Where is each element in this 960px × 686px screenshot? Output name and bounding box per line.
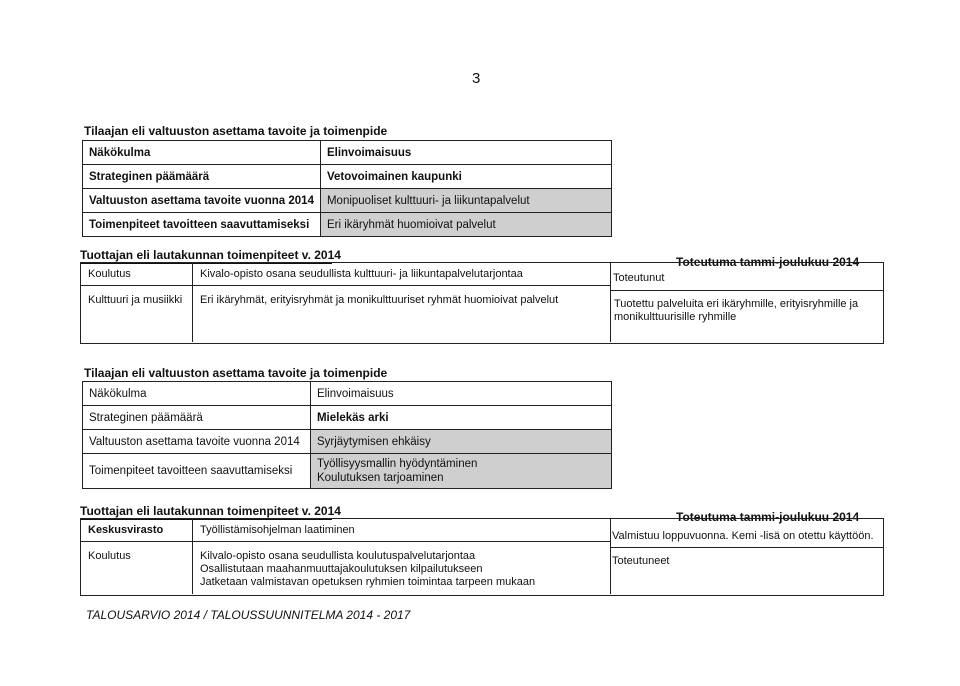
measure-name: Koulutus: [88, 268, 131, 280]
goal-label: Valtuuston asettama tavoite vuonna 2014: [83, 189, 321, 213]
section2-result-title: Toteutuma tammi-joulukuu 2014: [676, 510, 860, 524]
table-row: [83, 382, 612, 406]
table-row: [83, 454, 612, 489]
goal-value: Elinvoimaisuus: [320, 141, 611, 165]
page-footer: TALOUSARVIO 2014 / TALOUSSUUNNITELMA 2014 - 2017: [86, 608, 411, 622]
table-row: [83, 165, 612, 189]
section1-goal-table: [82, 140, 612, 237]
page-number: 3: [472, 70, 481, 87]
goal-label: Strateginen päämäärä: [83, 165, 321, 189]
section2-goal-table: [82, 381, 612, 489]
measure-name: Kulttuuri ja musiikki: [88, 294, 183, 306]
goal-value: Mielekäs arki: [310, 406, 611, 430]
goal-value: Eri ikäryhmät huomioivat palvelut: [320, 213, 611, 237]
measure-action: Eri ikäryhmät, erityisryhmät ja monikulttuuriset ryhmät huomioivat palvelut: [200, 294, 559, 306]
measure-action-line: Osallistutaan maahanmuuttajakoulutuksen kilpailutukseen: [200, 563, 483, 575]
goal-label: Toimenpiteet tavoitteen saavuttamiseksi: [83, 454, 311, 489]
section1-title: Tilaajan eli valtuuston asettama tavoite ja toimenpide: [84, 124, 388, 138]
goal-label: Toimenpiteet tavoitteen saavuttamiseksi: [83, 213, 321, 237]
measure-result: Toteutunut: [613, 272, 665, 284]
goal-value: Vetovoimainen kaupunki: [320, 165, 611, 189]
measure-action: Kivalo-opisto osana seudullista kulttuuri- ja liikuntapalvelutarjontaa: [200, 268, 523, 280]
measure-name: Koulutus: [88, 550, 131, 562]
goal-value: [310, 454, 611, 489]
measure-action-line: Kilvalo-opisto osana seudullista koulutuspalvelutarjontaa: [200, 550, 476, 562]
goal-label: Näkökulma: [83, 382, 311, 406]
table-row: [83, 406, 612, 430]
measure-result: Tuotettu palveluita eri ikäryhmille, erityisryhmille ja monikulttuurisille ryhmille: [614, 298, 859, 323]
goal-value-line: Työllisyysmallin hyödyntäminen: [316, 458, 478, 470]
goal-label: Valtuuston asettama tavoite vuonna 2014: [83, 430, 311, 454]
goal-value: Syrjäytymisen ehkäisy: [310, 430, 611, 454]
table-row: [83, 189, 612, 213]
goal-value-line: Koulutuksen tarjoaminen: [316, 472, 444, 484]
measure-action: Työllistämisohjelman laatiminen: [200, 524, 355, 536]
goal-label: Strateginen päämäärä: [83, 406, 311, 430]
section1-result-title: Toteutuma tammi-joulukuu 2014: [676, 255, 860, 269]
measure-result: Toteutuneet: [612, 555, 670, 567]
section2-producer-title: Tuottajan eli lautakunnan toimenpiteet v. 2014: [80, 504, 341, 518]
goal-value: Elinvoimaisuus: [310, 382, 611, 406]
section2-title: Tilaajan eli valtuuston asettama tavoite ja toimenpide: [84, 366, 388, 380]
measure-action-line: Jatketaan valmistavan opetuksen ryhmien toimintaa tarpeen mukaan: [200, 576, 536, 588]
measure-action: [200, 550, 535, 589]
table-row: [83, 430, 612, 454]
measure-name: Keskusvirasto: [88, 524, 164, 536]
table-row: [83, 141, 612, 165]
goal-value: Monipuoliset kulttuuri- ja liikuntapalvelut: [320, 189, 611, 213]
table-row: [83, 213, 612, 237]
measure-result: Valmistuu loppuvuonna. Kemi -lisä on otettu käyttöön.: [612, 530, 874, 542]
section1-producer-title: Tuottajan eli lautakunnan toimenpiteet v. 2014: [80, 248, 341, 262]
goal-label: Näkökulma: [83, 141, 321, 165]
